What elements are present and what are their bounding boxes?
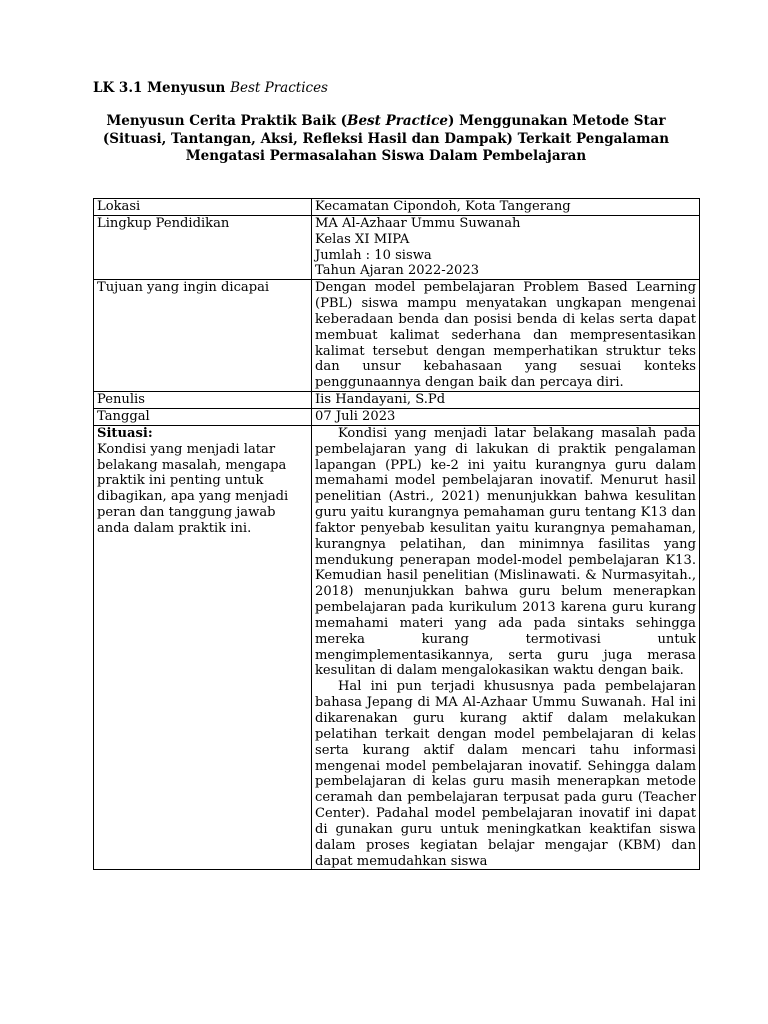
worksheet-heading-italic: Best Practices [230,80,328,96]
label-tujuan: Tujuan yang ingin dicapai [94,280,312,392]
table-row-lokasi [94,199,700,216]
table-row-tujuan [94,280,700,392]
title-part-1: Menyusun Cerita Praktik Baik ( [106,113,348,129]
title-part-2: ) Menggunakan Metode Star (Situasi, Tantangan, Aksi, Refleksi Hasil dan Dampak) Terkait Pengalaman Mengatasi Permasalahan Siswa Dalam Pembelajaran [102,113,670,164]
lingkup-year: Tahun Ajaran 2022-2023 [315,263,480,279]
best-practice-table [93,198,700,870]
table-row-situasi [94,425,700,870]
label-tanggal: Tanggal [94,408,312,425]
label-lokasi: Lokasi [94,199,312,216]
value-lingkup [312,215,700,279]
label-situasi [94,425,312,870]
worksheet-heading [93,80,328,96]
situasi-description: Kondisi yang menjadi latar belakang masalah, mengapa praktik ini penting untuk dibagikan, apa yang menjadi peran dan tanggung jawab anda dalam praktik ini. [97,441,289,536]
table-row-tanggal [94,408,700,425]
lingkup-count: Jumlah : 10 siswa [315,247,432,263]
table-row-lingkup [94,215,700,279]
label-penulis: Penulis [94,392,312,409]
title-italic: Best Practice [347,113,448,129]
value-situasi [312,425,700,870]
value-penulis: Iis Handayani, S.Pd [312,392,700,409]
label-lingkup: Lingkup Pendidikan [94,215,312,279]
value-tanggal: 07 Juli 2023 [312,408,700,425]
situasi-heading: Situasi: [97,425,153,441]
situasi-paragraph-1: Kondisi yang menjadi latar belakang masalah pada pembelajaran yang di lakukan di praktik pengalaman lapangan (PPL) ke-2 ini yaitu kurangnya guru dalam memahami model pembelajaran inovatif. Menurut hasil penelitian (Astri., 2021) menunjukkan bahwa kesulitan guru yaitu kurangnya pemahaman guru tentang K13 dan faktor penyebab kesulitan yaitu kurangnya pemahaman, kurangnya pelatihan, dan minimnya fasilitas yang mendukung penerapan model-model pembelajaran K13. Kemudian hasil penelitian (Mislinawati. & Nurmasyitah., 2018) menunjukkan bahwa guru belum menerapkan pembelajaran pada kurikulum 2013 karena guru kurang memahami materi yang ada pada sintaks sehingga mereka kurang termotivasi untuk mengimplementasikannya, serta guru juga merasa kesulitan di dalam mengalokasikan waktu dengan baik. [315,425,696,679]
situasi-paragraph-2: Hal ini pun terjadi khususnya pada pembelajaran bahasa Jepang di MA Al-Azhaar Ummu Suwanah. Hal ini dikarenakan guru kurang aktif dalam melakukan pelatihan terkait dengan model pembelajaran di kelas serta kurang aktif dalam mencari tahu informasi mengenai model pembelajaran inovatif. Sehingga dalam pembelajaran di kelas guru masih menerapkan metode ceramah dan pembelajaran terpusat pada guru (Teacher Center). Padahal model pembelajaran inovatif ini dapat di gunakan guru untuk meningkatkan keaktifan siswa dalam proses kegiatan belajar mengajar (KBM) dan dapat memudahkan siswa [315,679,696,869]
lingkup-school: MA Al-Azhaar Ummu Suwanah [315,215,521,231]
worksheet-heading-text: LK 3.1 Menyusun [93,80,226,96]
value-lokasi: Kecamatan Cipondoh, Kota Tangerang [312,199,700,216]
lingkup-class: Kelas XI MIPA [315,231,410,247]
value-tujuan: Dengan model pembelajaran Problem Based Learning (PBL) siswa mampu menyatakan ungkapan mengenai keberadaan benda dan posisi benda di kelas serta dapat membuat kalimat sederhana dan mempresentasikan kalimat tersebut dengan memperhatikan struktur teks dan unsur kebahasaan yang sesuai konteks penggunaannya dengan baik dan percaya diri. [312,280,700,392]
document-title [96,113,676,166]
table-row-penulis [94,392,700,409]
